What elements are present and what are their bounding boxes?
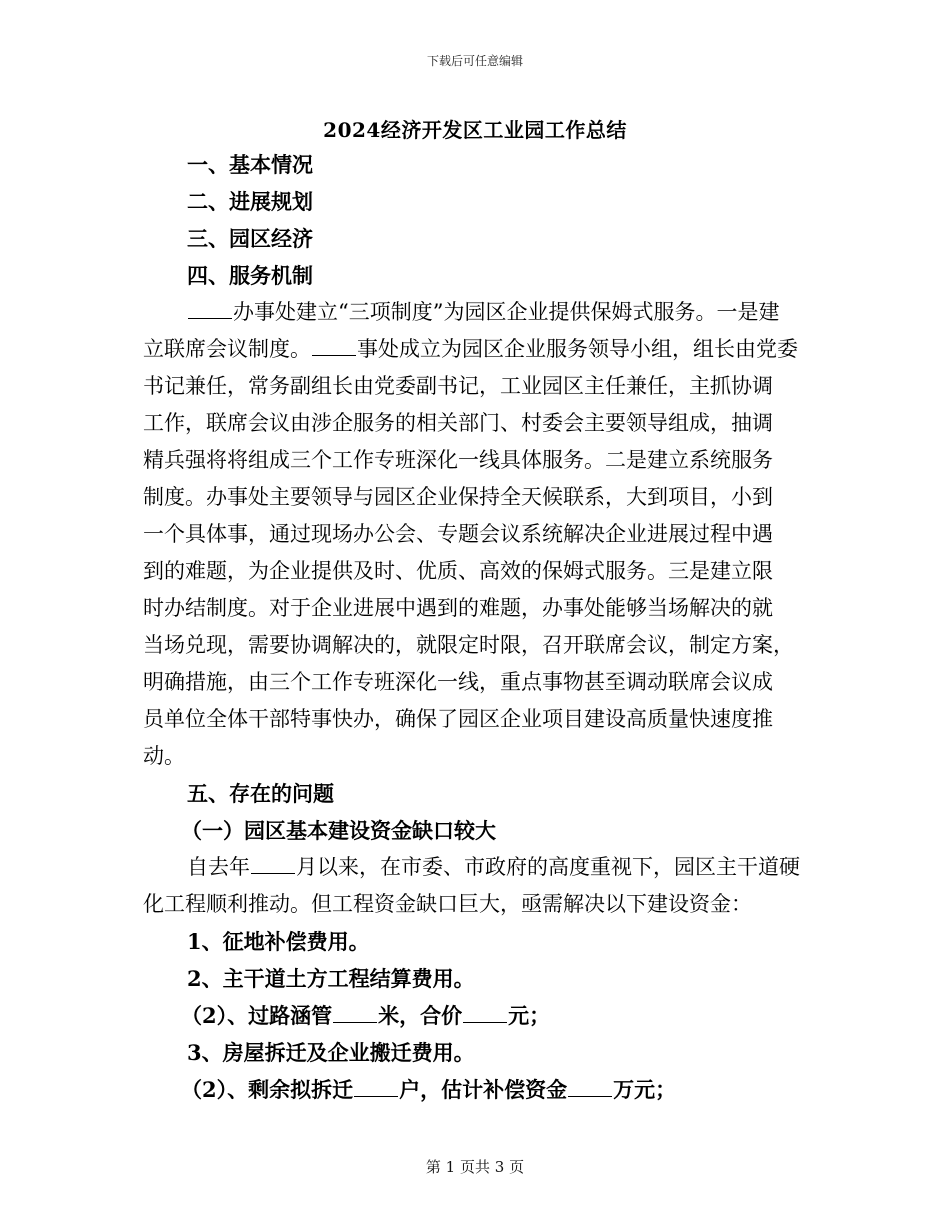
list-item: 1、征地补偿费用。 [187,929,370,954]
heading-park-economy: 三、园区经济 [187,226,313,251]
paragraph-line: 精兵强将将组成三个工作专班深化一线具体服务。二是建立系统服务 [143,448,773,472]
heading-basic-situation: 一、基本情况 [187,152,313,177]
list-item: 2、主干道土方工程结算费用。 [187,966,475,991]
paragraph-line: 化工程顺利推动。但工程资金缺口巨大，亟需解决以下建设资金： [143,892,752,916]
paragraph-line: 制度。办事处主要领导与园区企业保持全天候联系，大到项目，小到 [143,485,773,509]
paragraph-line: 时办结制度。对于企业进展中遇到的难题，办事处能够当场解决的就 [143,596,773,620]
paragraph-line: 书记兼任，常务副组长由党委副书记，工业园区主任兼任，主抓协调 [143,374,773,398]
paragraph-line: 立联席会议制度。 事处成立为园区企业服务领导小组，组长由党委 [143,337,798,361]
paragraph-line: 动。 [143,744,185,768]
fill-blank [463,1021,507,1023]
fill-blank [188,317,232,319]
fill-blank [568,1095,612,1097]
heading-development-plan: 二、进展规划 [187,189,313,214]
page-number-footer: 第 1 页共 3 页 [425,1158,525,1176]
paragraph-line: 当场兑现，需要协调解决的，就限定时限，召开联席会议，制定方案， [143,633,794,657]
paragraph-line: 自去年 月以来，在市委、市政府的高度重视下，园区主干道硬 [187,855,800,879]
list-subitem: （2）、剩余拟拆迁 户，估计补偿资金 万元； [181,1077,677,1102]
paragraph-line: 一个具体事，通过现场办公会、专题会议系统解决企业进展过程中遇 [143,522,773,546]
paragraph-line: 工作，联席会议由涉企服务的相关部门、村委会主要领导组成，抽调 [143,411,773,435]
fill-blank [333,1021,377,1023]
paragraph-line: 员单位全体干部特事快办，确保了园区企业项目建设高质量快速度推 [143,707,773,731]
heading-service-mechanism: 四、服务机制 [187,263,313,288]
fill-blank [251,872,295,874]
list-item: 3、房屋拆迁及企业搬迁费用。 [187,1040,475,1065]
list-subitem: （2）、过路涵管 米，合价 元； [181,1003,551,1028]
paragraph-line: 明确措施，由三个工作专班深化一线，重点事物甚至调动联席会议成 [143,670,773,694]
subheading-funding-gap: （一）园区基本建设资金缺口较大 [181,818,496,843]
fill-blank [354,1095,398,1097]
paragraph-line: 办事处建立“三项制度”为园区企业提供保姆式服务。一是建 [187,294,813,331]
fill-blank [312,354,356,356]
paragraph-line: 到的难题，为企业提供及时、优质、高效的保姆式服务。三是建立限 [143,559,773,583]
page-header-note: 下载后可任意编辑 [426,54,523,68]
document-title: 2024经济开发区工业园工作总结 [323,118,627,142]
heading-existing-problems: 五、存在的问题 [187,781,334,806]
